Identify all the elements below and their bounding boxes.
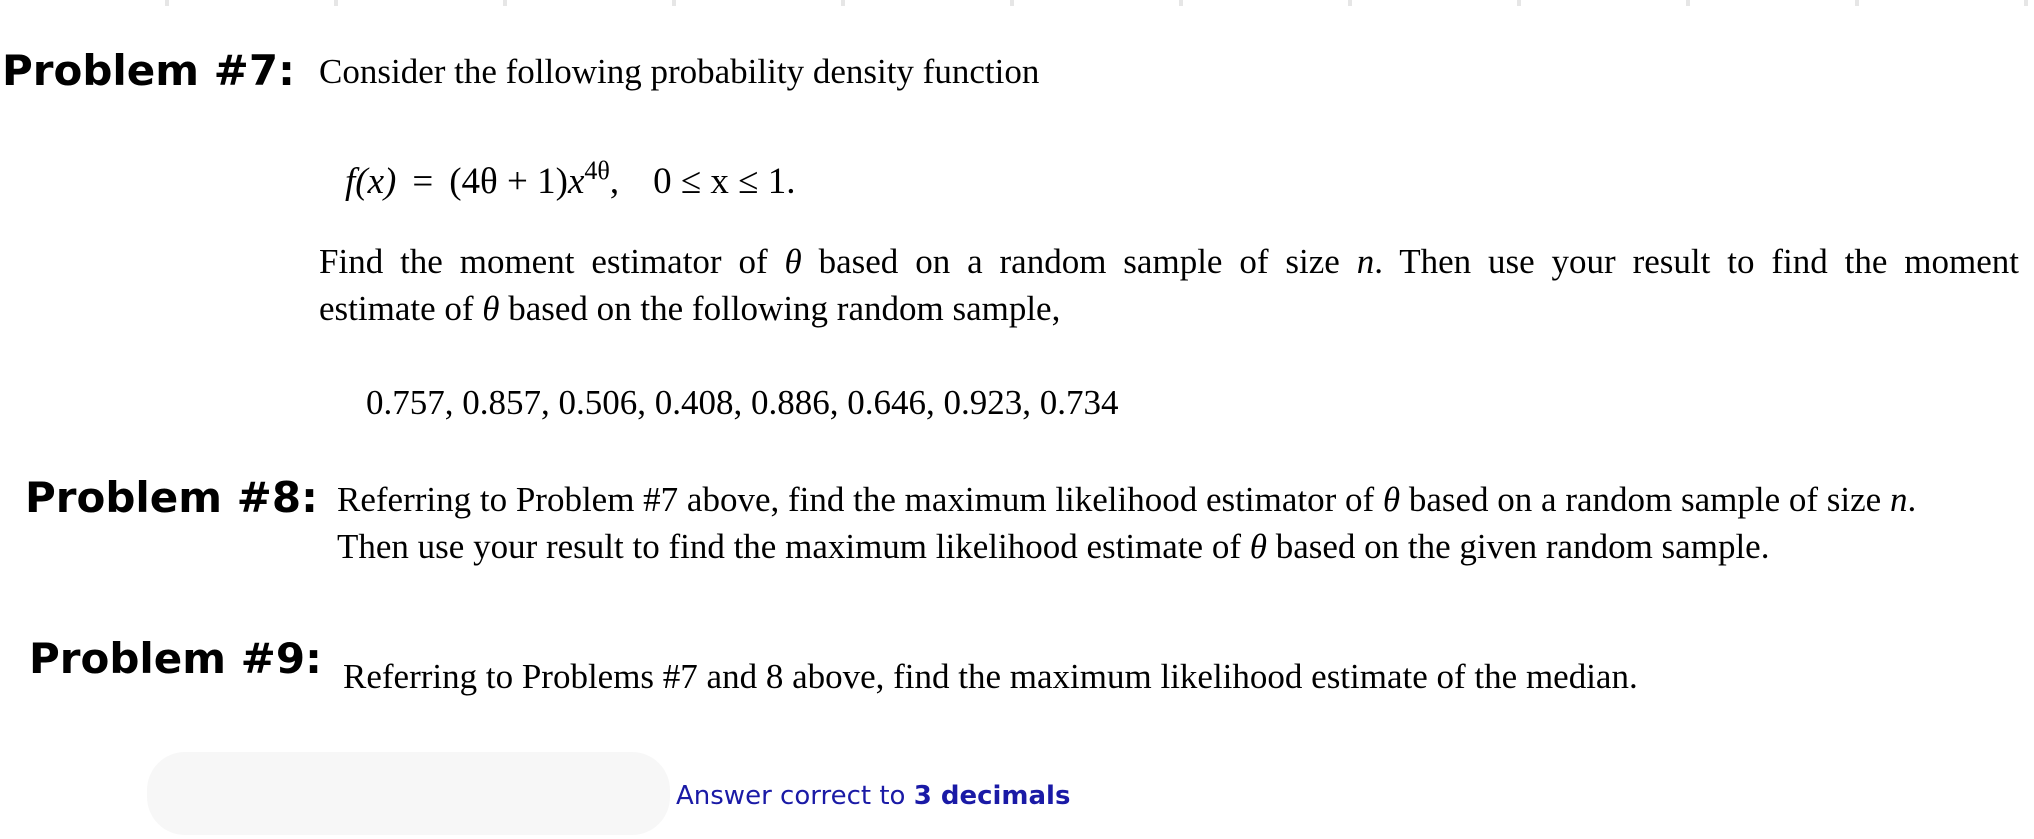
theta-symbol: θ	[1382, 480, 1401, 519]
problem-7-intro: Consider the following probability density function	[319, 52, 1040, 91]
problem-7-body-line-2: estimate of θ based on the following random sample,	[319, 289, 1061, 328]
problem-7-label: Problem #7:	[2, 46, 295, 95]
formula-lhs: f(x)	[345, 161, 397, 202]
answer-input[interactable]	[147, 752, 670, 835]
problem-8-body	[337, 476, 1916, 570]
problem-8-label: Problem #8:	[25, 473, 318, 522]
formula-comma: ,	[609, 161, 620, 202]
answer-precision-note: Answer correct to 3 decimals	[676, 781, 1071, 811]
problem-9-label: Problem #9:	[29, 634, 322, 683]
formula-exponent: 4θ	[584, 156, 610, 185]
theta-symbol: θ	[1249, 527, 1267, 566]
random-sample-values: 0.757, 0.857, 0.506, 0.408, 0.886, 0.646, 0.923, 0.734	[366, 383, 1119, 422]
theta-symbol: θ	[482, 289, 500, 328]
n-symbol: n	[1356, 242, 1375, 281]
problem-8-line-1: Referring to Problem #7 above, find the maximum likelihood estimator of θ based on a random sample of size n.	[337, 480, 1917, 519]
formula-equals: =	[412, 161, 434, 202]
formula-base: x	[567, 161, 585, 202]
formula-domain: 0 ≤ x ≤ 1.	[653, 161, 796, 202]
problem-8-line-2: Then use your result to find the maximum likelihood estimate of θ based on the given random sample.	[337, 527, 1770, 566]
top-divider	[0, 0, 2034, 6]
problem-7-body	[319, 238, 2019, 332]
problem-9-text: Referring to Problems #7 and 8 above, find the maximum likelihood estimate of the median.	[343, 657, 1638, 696]
formula-coefficient: (4θ + 1)	[449, 161, 568, 202]
theta-symbol: θ	[784, 242, 802, 281]
pdf-formula	[345, 143, 796, 210]
n-symbol: n	[1889, 480, 1908, 519]
problem-7-body-line-1: Find the moment estimator of θ based on a random sample of size n. Then use your result to find the moment	[319, 242, 2019, 281]
